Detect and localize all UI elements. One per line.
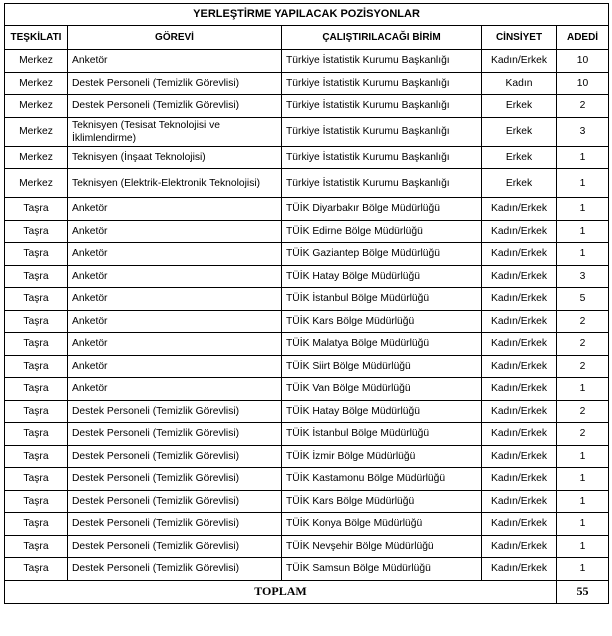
cell-teskilat: Taşra (5, 288, 68, 311)
cell-adet: 2 (557, 355, 609, 378)
cell-cinsiyet: Erkek (482, 117, 557, 146)
cell-gorev: Destek Personeli (Temizlik Görevlisi) (68, 423, 282, 446)
table-header-row (5, 26, 609, 50)
cell-adet: 1 (557, 445, 609, 468)
cell-gorev: Destek Personeli (Temizlik Görevlisi) (68, 400, 282, 423)
cell-cinsiyet: Kadın/Erkek (482, 490, 557, 513)
cell-teskilat: Taşra (5, 535, 68, 558)
cell-adet: 2 (557, 310, 609, 333)
cell-cinsiyet: Kadın/Erkek (482, 310, 557, 333)
table-row (5, 310, 609, 333)
cell-birim: Türkiye İstatistik Kurumu Başkanlığı (282, 95, 482, 118)
table-title-row (5, 4, 609, 26)
cell-teskilat: Merkez (5, 117, 68, 146)
cell-cinsiyet: Kadın/Erkek (482, 333, 557, 356)
cell-teskilat: Taşra (5, 265, 68, 288)
cell-gorev: Teknisyen (Elektrik-Elektronik Teknolojisi) (68, 169, 282, 198)
table-row (5, 490, 609, 513)
cell-cinsiyet: Kadın/Erkek (482, 558, 557, 581)
cell-birim: TÜİK Hatay Bölge Müdürlüğü (282, 265, 482, 288)
cell-gorev: Destek Personeli (Temizlik Görevlisi) (68, 445, 282, 468)
cell-birim: TÜİK Edirne Bölge Müdürlüğü (282, 220, 482, 243)
table-row (5, 468, 609, 491)
header-adedi: ADEDİ (557, 26, 609, 50)
cell-teskilat: Taşra (5, 490, 68, 513)
cell-teskilat: Taşra (5, 558, 68, 581)
table-row (5, 220, 609, 243)
cell-teskilat: Taşra (5, 310, 68, 333)
table-row (5, 95, 609, 118)
cell-adet: 3 (557, 265, 609, 288)
cell-adet: 1 (557, 243, 609, 266)
cell-gorev: Anketör (68, 198, 282, 221)
total-label: TOPLAM (5, 580, 557, 603)
cell-teskilat: Taşra (5, 378, 68, 401)
cell-adet: 2 (557, 423, 609, 446)
cell-cinsiyet: Erkek (482, 169, 557, 198)
cell-teskilat: Merkez (5, 95, 68, 118)
cell-birim: TÜİK Kars Bölge Müdürlüğü (282, 310, 482, 333)
cell-birim: TÜİK Nevşehir Bölge Müdürlüğü (282, 535, 482, 558)
cell-birim: Türkiye İstatistik Kurumu Başkanlığı (282, 117, 482, 146)
cell-gorev: Anketör (68, 333, 282, 356)
positions-document (4, 3, 608, 604)
table-row (5, 146, 609, 169)
cell-cinsiyet: Erkek (482, 146, 557, 169)
cell-cinsiyet: Kadın/Erkek (482, 355, 557, 378)
cell-teskilat: Taşra (5, 468, 68, 491)
cell-adet: 1 (557, 513, 609, 536)
cell-adet: 10 (557, 50, 609, 73)
cell-cinsiyet: Kadın (482, 72, 557, 95)
total-row (5, 580, 609, 603)
cell-gorev: Anketör (68, 243, 282, 266)
cell-gorev: Anketör (68, 355, 282, 378)
cell-cinsiyet: Kadın/Erkek (482, 198, 557, 221)
cell-birim: Türkiye İstatistik Kurumu Başkanlığı (282, 50, 482, 73)
cell-cinsiyet: Kadın/Erkek (482, 243, 557, 266)
table-row (5, 333, 609, 356)
table-row (5, 355, 609, 378)
cell-adet: 1 (557, 146, 609, 169)
cell-adet: 2 (557, 95, 609, 118)
cell-adet: 1 (557, 198, 609, 221)
cell-teskilat: Taşra (5, 513, 68, 536)
table-row (5, 265, 609, 288)
cell-birim: TÜİK İzmir Bölge Müdürlüğü (282, 445, 482, 468)
cell-cinsiyet: Kadın/Erkek (482, 220, 557, 243)
cell-birim: TÜİK Konya Bölge Müdürlüğü (282, 513, 482, 536)
cell-birim: TÜİK Siirt Bölge Müdürlüğü (282, 355, 482, 378)
header-cinsiyet: CİNSİYET (482, 26, 557, 50)
table-row (5, 198, 609, 221)
cell-birim: TÜİK İstanbul Bölge Müdürlüğü (282, 288, 482, 311)
cell-birim: TÜİK Diyarbakır Bölge Müdürlüğü (282, 198, 482, 221)
cell-gorev: Anketör (68, 288, 282, 311)
cell-gorev: Anketör (68, 220, 282, 243)
cell-cinsiyet: Kadın/Erkek (482, 423, 557, 446)
cell-cinsiyet: Erkek (482, 95, 557, 118)
cell-teskilat: Taşra (5, 243, 68, 266)
table-row (5, 423, 609, 446)
cell-adet: 5 (557, 288, 609, 311)
cell-birim: Türkiye İstatistik Kurumu Başkanlığı (282, 169, 482, 198)
cell-cinsiyet: Kadın/Erkek (482, 445, 557, 468)
table-row (5, 535, 609, 558)
cell-gorev: Teknisyen (Tesisat Teknolojisi ve İklimlendirme) (68, 117, 282, 146)
table-row (5, 558, 609, 581)
cell-birim: TÜİK Van Bölge Müdürlüğü (282, 378, 482, 401)
cell-adet: 1 (557, 468, 609, 491)
cell-gorev: Destek Personeli (Temizlik Görevlisi) (68, 513, 282, 536)
table-row (5, 400, 609, 423)
cell-birim: Türkiye İstatistik Kurumu Başkanlığı (282, 146, 482, 169)
cell-gorev: Anketör (68, 50, 282, 73)
cell-cinsiyet: Kadın/Erkek (482, 513, 557, 536)
cell-teskilat: Taşra (5, 220, 68, 243)
cell-cinsiyet: Kadın/Erkek (482, 50, 557, 73)
cell-adet: 2 (557, 333, 609, 356)
cell-birim: TÜİK Malatya Bölge Müdürlüğü (282, 333, 482, 356)
cell-gorev: Destek Personeli (Temizlik Görevlisi) (68, 468, 282, 491)
cell-adet: 1 (557, 535, 609, 558)
cell-cinsiyet: Kadın/Erkek (482, 288, 557, 311)
table-row (5, 445, 609, 468)
cell-birim: TÜİK Kastamonu Bölge Müdürlüğü (282, 468, 482, 491)
cell-teskilat: Taşra (5, 423, 68, 446)
cell-gorev: Destek Personeli (Temizlik Görevlisi) (68, 72, 282, 95)
table-row (5, 169, 609, 198)
cell-birim: TÜİK İstanbul Bölge Müdürlüğü (282, 423, 482, 446)
cell-gorev: Anketör (68, 378, 282, 401)
cell-gorev: Teknisyen (İnşaat Teknolojisi) (68, 146, 282, 169)
cell-adet: 1 (557, 169, 609, 198)
cell-gorev: Destek Personeli (Temizlik Görevlisi) (68, 95, 282, 118)
cell-teskilat: Taşra (5, 333, 68, 356)
cell-gorev: Destek Personeli (Temizlik Görevlisi) (68, 535, 282, 558)
cell-teskilat: Merkez (5, 146, 68, 169)
cell-gorev: Destek Personeli (Temizlik Görevlisi) (68, 490, 282, 513)
cell-cinsiyet: Kadın/Erkek (482, 378, 557, 401)
cell-teskilat: Taşra (5, 400, 68, 423)
cell-teskilat: Taşra (5, 445, 68, 468)
cell-teskilat: Merkez (5, 50, 68, 73)
cell-birim: TÜİK Samsun Bölge Müdürlüğü (282, 558, 482, 581)
cell-birim: TÜİK Gaziantep Bölge Müdürlüğü (282, 243, 482, 266)
cell-gorev: Anketör (68, 310, 282, 333)
cell-adet: 2 (557, 400, 609, 423)
cell-gorev: Destek Personeli (Temizlik Görevlisi) (68, 558, 282, 581)
cell-teskilat: Taşra (5, 198, 68, 221)
header-birim: ÇALIŞTIRILACAĞI BİRİM (282, 26, 482, 50)
cell-adet: 10 (557, 72, 609, 95)
cell-adet: 1 (557, 378, 609, 401)
table-row (5, 117, 609, 146)
table-title: YERLEŞTİRME YAPILACAK POZİSYONLAR (5, 4, 609, 26)
header-teskilati: TEŞKİLATI (5, 26, 68, 50)
cell-birim: TÜİK Kars Bölge Müdürlüğü (282, 490, 482, 513)
table-row (5, 288, 609, 311)
cell-birim: Türkiye İstatistik Kurumu Başkanlığı (282, 72, 482, 95)
cell-adet: 1 (557, 220, 609, 243)
table-row (5, 378, 609, 401)
cell-adet: 3 (557, 117, 609, 146)
table-row (5, 513, 609, 536)
table-row (5, 50, 609, 73)
cell-teskilat: Taşra (5, 355, 68, 378)
total-value: 55 (557, 580, 609, 603)
cell-adet: 1 (557, 558, 609, 581)
cell-teskilat: Merkez (5, 169, 68, 198)
cell-cinsiyet: Kadın/Erkek (482, 468, 557, 491)
positions-table (4, 3, 609, 604)
cell-birim: TÜİK Hatay Bölge Müdürlüğü (282, 400, 482, 423)
cell-teskilat: Merkez (5, 72, 68, 95)
cell-cinsiyet: Kadın/Erkek (482, 535, 557, 558)
cell-adet: 1 (557, 490, 609, 513)
cell-gorev: Anketör (68, 265, 282, 288)
table-row (5, 72, 609, 95)
table-row (5, 243, 609, 266)
cell-cinsiyet: Kadın/Erkek (482, 265, 557, 288)
header-gorevi: GÖREVİ (68, 26, 282, 50)
cell-cinsiyet: Kadın/Erkek (482, 400, 557, 423)
